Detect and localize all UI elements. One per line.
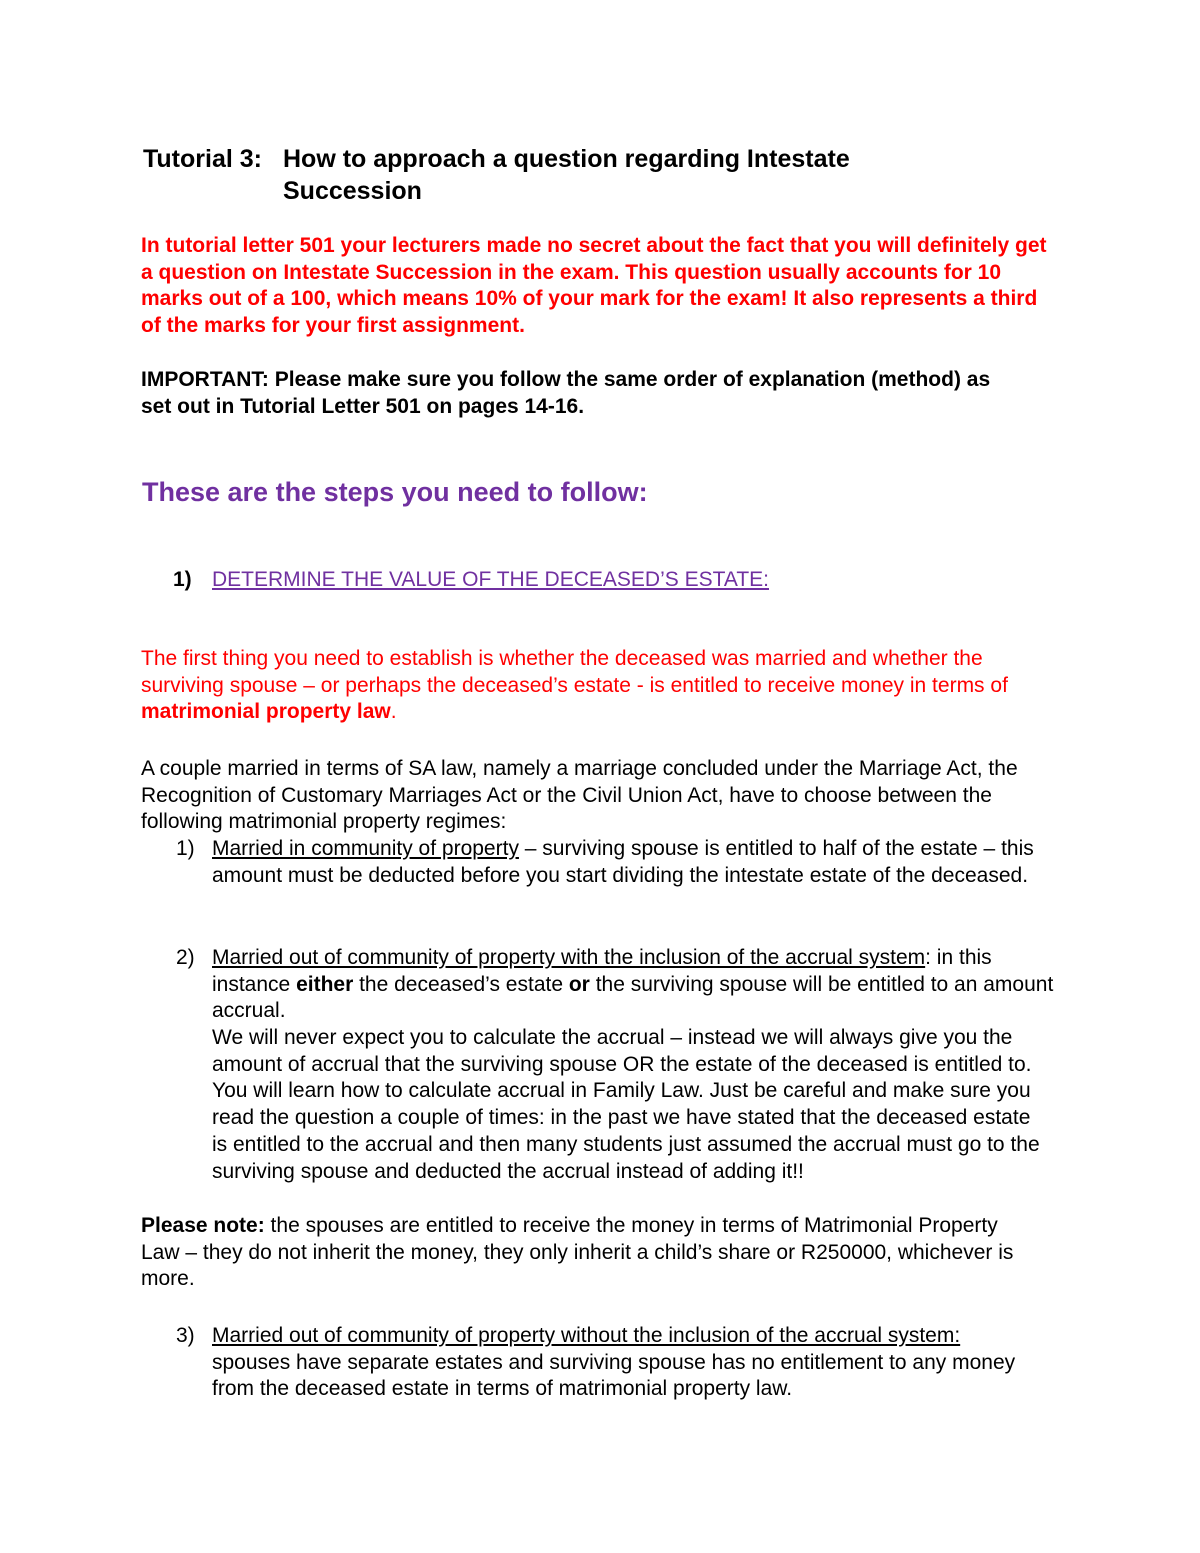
please-note-text: the spouses are entitled to receive the money in terms of Matrimonial Property Law – they do not inherit the money, they only inherit a child’s share or R250000, whichever is more. <box>141 1214 1014 1291</box>
steps-heading: These are the steps you need to follow: <box>142 477 648 507</box>
first-thing-bold: matrimonial property law <box>141 700 391 724</box>
regime-1-paragraph <box>212 836 1042 889</box>
regime-2-text-b: the deceased’s estate <box>353 972 569 996</box>
title-line-2: Succession <box>283 177 422 205</box>
regime-2-or: or <box>568 972 590 996</box>
important-paragraph: IMPORTANT: Please make sure you follow the same order of explanation (method) as set out in Tutorial Letter 501 on pages 14-16. <box>141 368 991 418</box>
please-note-paragraph <box>141 1213 1041 1293</box>
first-thing-text: The first thing you need to establish is whether the deceased was married and whether the surviving spouse – or perhaps the deceased’s estate - is entitled to receive money in terms of <box>141 647 1008 697</box>
regime-2-extra: We will never expect you to calculate the accrual – instead we will always give you the amount of accrual that the surviving spouse OR the estate of the deceased is entitled to. You will learn how to calculate accrual in Family Law. Just be careful and make sure you read the question a couple of times: in the past we have stated that the deceased estate is entitled to the accrual and then many students just assumed the accrual must go to the surviving spouse and deducted the accrual instead of adding it!! <box>212 1026 1040 1183</box>
title-line-1: How to approach a question regarding Intestate <box>283 145 850 173</box>
regime-2-text-c: the surviving spouse will be entitled to an amount accrual. <box>212 972 1054 1023</box>
first-thing-end: . <box>390 700 397 724</box>
couple-paragraph: A couple married in terms of SA law, namely a marriage concluded under the Marriage Act, the Recognition of Customary Marriages Act or the Civil Union Act, have to choose between the following matrimonial property regimes: <box>141 757 1018 834</box>
title-label: Tutorial 3: <box>143 145 262 173</box>
regime-2-number: 2) <box>176 946 195 969</box>
regime-2-either: either <box>296 972 354 996</box>
regime-1-text: – surviving spouse is entitled to half of the estate – this amount must be deducted before you start dividing the intestate estate of the deceased. <box>212 837 1034 887</box>
regime-3-number: 3) <box>176 1324 195 1347</box>
regime-3-title: Married out of community of property without the inclusion of the accrual system: <box>212 1324 961 1347</box>
first-thing-paragraph <box>141 646 1061 726</box>
step-1-heading: DETERMINE THE VALUE OF THE DECEASED’S ESTATE: <box>212 568 769 591</box>
regime-3-paragraph <box>212 1323 1062 1403</box>
step-1-number: 1) <box>173 568 192 591</box>
regime-2-text-a: : in this instance <box>212 946 992 996</box>
intro-paragraph: In tutorial letter 501 your lecturers made no secret about the fact that you will definitely get a question on Intestate Succession in the exam. This question usually accounts for 10 marks out of a 100, which means 10% of your mark for the exam! It also represents a third of the marks for your first assignment. <box>141 234 1047 338</box>
regime-1-number: 1) <box>176 837 195 860</box>
regime-2-paragraph <box>212 945 1062 1025</box>
regime-2-title: Married out of community of property with the inclusion of the accrual system <box>212 946 926 969</box>
regime-1-title: Married in community of property <box>212 837 519 860</box>
please-note-label: Please note: <box>141 1214 265 1237</box>
regime-3-text: spouses have separate estates and surviving spouse has no entitlement to any money from the deceased estate in terms of matrimonial property law. <box>212 1350 1016 1401</box>
